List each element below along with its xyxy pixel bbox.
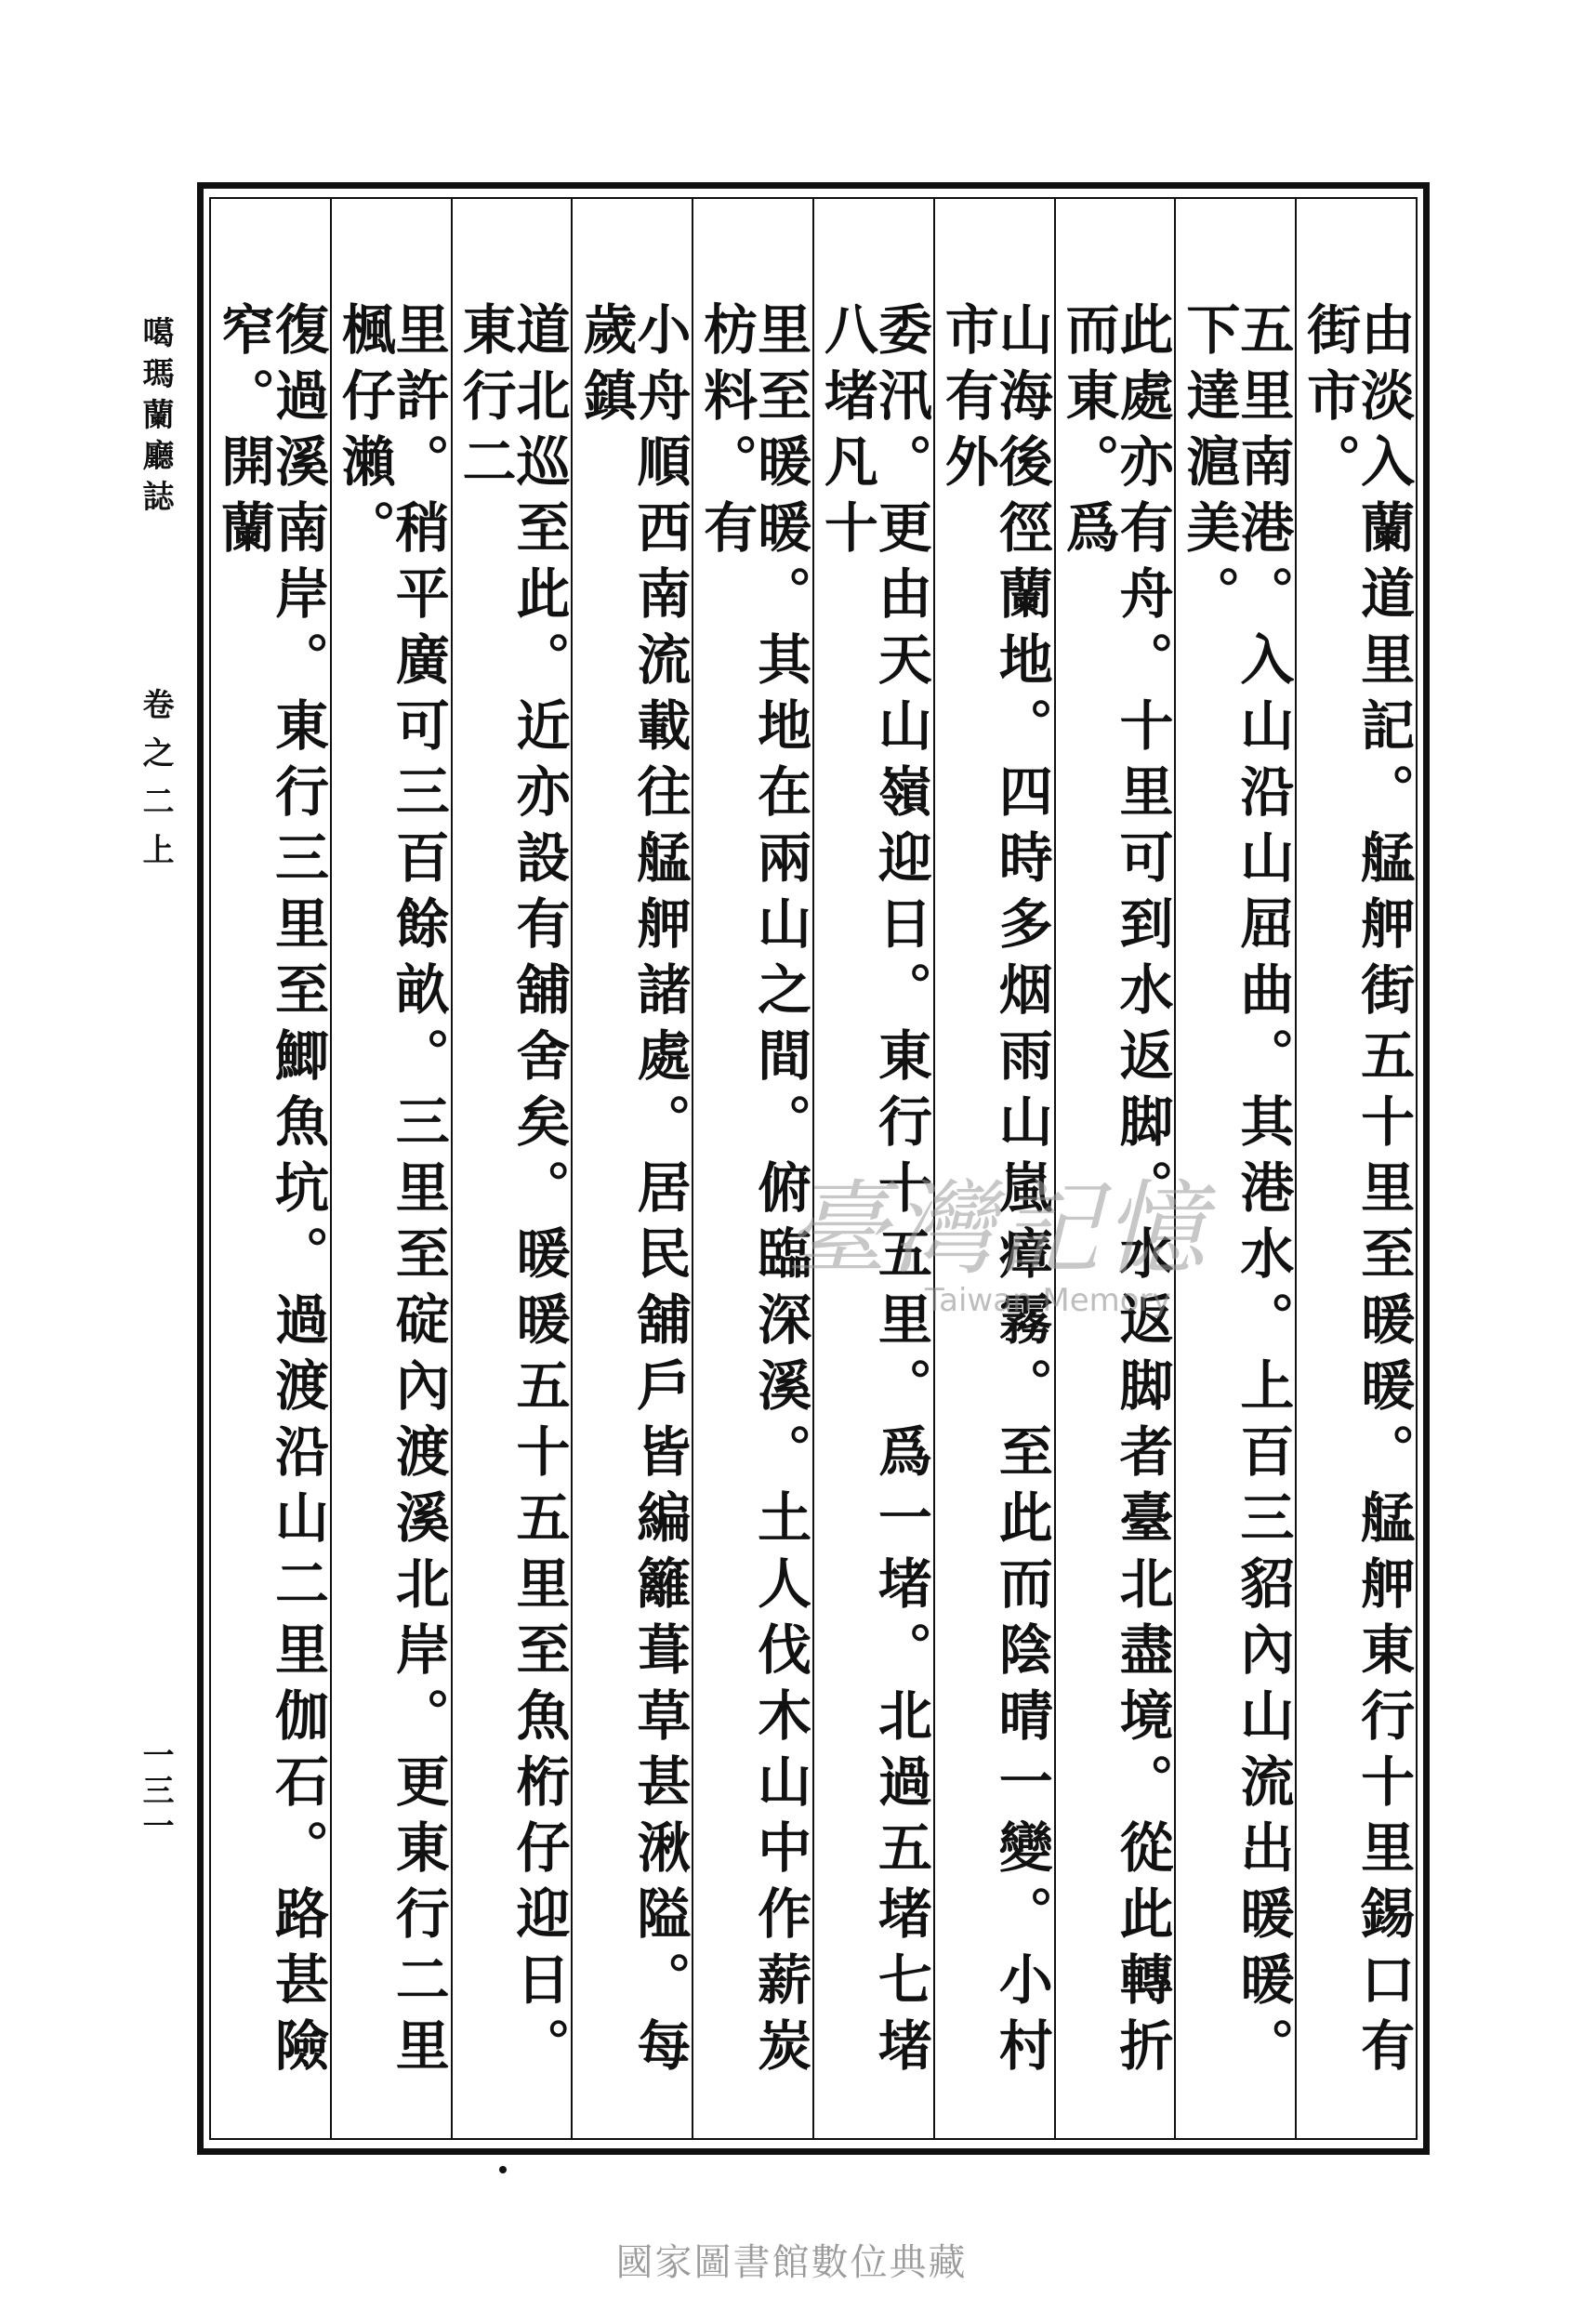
page-dot-mark — [499, 2166, 507, 2173]
chapter-label: 卷之二上 — [137, 688, 174, 881]
book-title: 噶瑪蘭廳誌 — [137, 316, 174, 521]
watermark-subtext: Taiwan Memory — [925, 1282, 1171, 1319]
library-stamp: 國家圖書館數位典藏 — [615, 2241, 968, 2284]
text-column-2: 五里南港。入山沿山屈曲。其港水。上百三貂內山流出暖暖。下達滬美。 — [1174, 199, 1295, 2138]
text-column-10: 復過溪南岸。東行三里至鯽魚坑。過渡沿山二里伽石。路甚險窄。開蘭 — [211, 301, 329, 2083]
text-column-8: 道北巡至此。近亦設有舖舍矣。暖暖五十五里至魚桁仔迎日。東行二 — [451, 199, 572, 2138]
text-column-4: 山海後徑蘭地。四時多烟雨山嵐瘴霧。至此而陰晴一變。小村市有外 — [933, 199, 1054, 2138]
text-column-6: 里至暖暖。其地在兩山之間。俯臨深溪。土人伐木山中作薪炭枋料。有 — [692, 199, 812, 2138]
text-column-1: 由淡入蘭道里記。艋舺街五十里至暖暖。艋舺東行十里錫口有街市。 — [1295, 199, 1416, 2138]
text-columns — [211, 199, 1416, 2138]
watermark-text: 臺灣記憶 — [785, 1169, 1209, 1288]
text-column-3: 此處亦有舟。十里可到水返脚。水返脚者臺北盡境。從此轉折而東。爲 — [1054, 199, 1175, 2138]
text-column-7: 小舟順西南流載往艋舺諸處。居民舖戶皆編籬葺草甚湫隘。每歲鎮 — [571, 199, 692, 2138]
page-number: 一三一 — [137, 1738, 174, 1844]
text-column-9: 里許。稍平廣可三百餘畝。三里至碇內渡溪北岸。更東行二里楓仔瀨。 — [330, 199, 451, 2138]
text-column-5: 委汛。更由天山嶺迎日。東行十五里。爲一堵。北過五堵七堵八堵凡十 — [812, 199, 933, 2138]
